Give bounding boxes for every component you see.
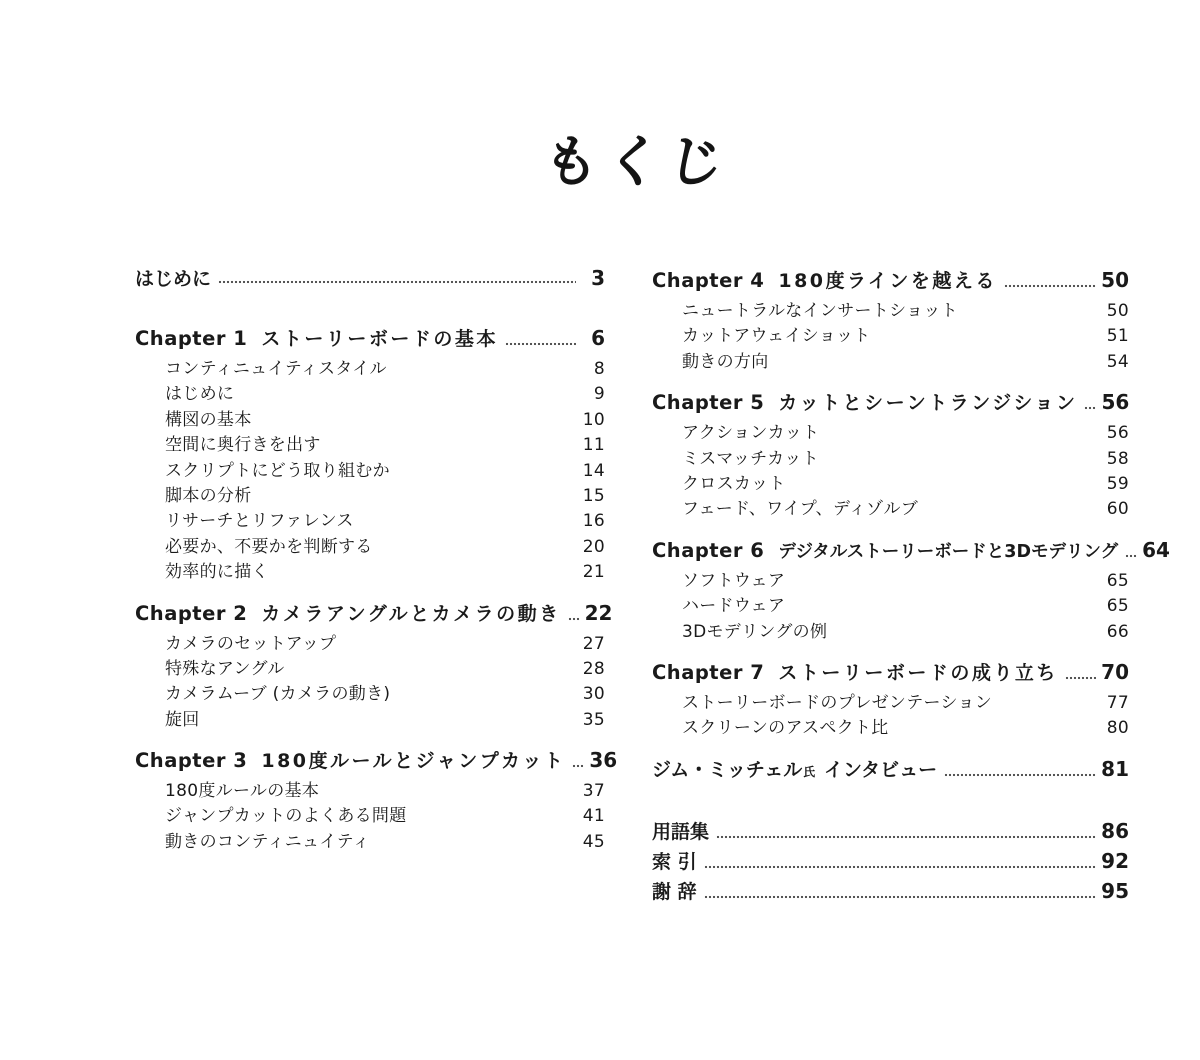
dot-leader	[704, 895, 1097, 899]
chapter-title-label: ストーリーボードの基本	[261, 328, 498, 350]
toc-page-number: 54	[1106, 351, 1129, 372]
toc-sub-entry	[652, 447, 1129, 472]
toc-sub-entry	[135, 682, 605, 707]
toc-page-number: 65	[1106, 570, 1129, 591]
toc-sub-entry	[135, 484, 605, 509]
toc-sub-entry	[135, 657, 605, 682]
toc-sub-entry-label: ミスマッチカット	[682, 448, 819, 469]
toc-sub-entry-label: ストーリーボードのプレゼンテーション	[682, 692, 993, 713]
interview-entry-label	[652, 755, 937, 787]
toc-sub-entry-label: カメラのセットアップ	[165, 633, 337, 654]
toc-page-number: 70	[1101, 659, 1129, 684]
toc-sub-entry-label: 動きのコンティニュイティ	[165, 831, 370, 852]
toc-page-number: 56	[1106, 423, 1129, 444]
interview-name: ジム・ミッチェル	[652, 758, 803, 781]
toc-sub-entry-label: 構図の基本	[165, 409, 252, 430]
toc-sub-entry	[135, 382, 605, 407]
toc-page-number: 51	[1106, 326, 1129, 347]
toc-sub-entry-label: 効率的に描く	[165, 562, 269, 583]
toc-sub-entry	[135, 830, 605, 855]
dot-leader	[1065, 676, 1096, 680]
toc-entry-label: 用語集	[652, 820, 710, 843]
toc-page-number: 50	[1101, 268, 1129, 292]
interview-honorific: 氏	[803, 764, 816, 779]
page-title: もくじ	[538, 130, 734, 195]
toc-page-number: 37	[582, 781, 605, 802]
dot-leader	[505, 342, 576, 346]
toc-sub-entry	[135, 408, 605, 433]
toc-sub-entry	[135, 632, 605, 657]
toc-sub-entry	[135, 779, 605, 804]
chapter-section	[135, 323, 605, 586]
toc-sub-entry-label: ソフトウェア	[682, 570, 786, 591]
toc-page-number: 14	[582, 460, 605, 481]
chapter-prefix-label: Chapter 3	[135, 749, 248, 773]
toc-sub-entry-label: スクリーンのアスペクト比	[682, 718, 889, 739]
toc-entry-label: 謝 辞	[652, 880, 697, 903]
toc-page-number: 60	[1106, 499, 1129, 520]
toc-sub-entry	[652, 691, 1129, 716]
interview-entry	[652, 754, 1129, 784]
chapter-title-label: 180度ラインを越える	[778, 270, 997, 292]
dot-leader	[704, 865, 1097, 869]
chapter-prefix-label: Chapter 6	[652, 538, 765, 562]
toc-sub-entry	[135, 708, 605, 733]
dot-leader	[218, 280, 576, 284]
toc-sub-entry	[652, 299, 1129, 324]
toc-page-number: 27	[582, 633, 605, 654]
toc-page-number: 35	[582, 709, 605, 730]
toc-entry	[652, 846, 1129, 876]
chapter-section	[652, 387, 1129, 523]
toc-page-number: 92	[1101, 848, 1129, 873]
dot-leader	[1084, 406, 1096, 410]
toc-page-number: 15	[582, 485, 605, 506]
toc-sub-entry	[135, 509, 605, 534]
chapter-section	[652, 265, 1129, 375]
toc-sub-entry	[652, 350, 1129, 375]
toc-right-column	[652, 265, 1170, 906]
toc-sub-entry-label: クロスカット	[682, 473, 786, 494]
toc-page-number: 65	[1106, 596, 1129, 617]
chapter-heading	[135, 323, 605, 353]
toc-left-column	[135, 265, 618, 867]
toc-page-number: 66	[1106, 621, 1129, 642]
dot-leader	[1004, 284, 1096, 288]
toc-sub-entry	[652, 497, 1129, 522]
toc-page-number: 6	[591, 326, 605, 350]
toc-sub-entry-label: フェード、ワイプ、ディゾルブ	[682, 499, 919, 520]
dot-leader	[568, 617, 580, 621]
toc-page-number: 28	[582, 658, 605, 679]
toc-sub-entry-label: ハードウェア	[682, 596, 786, 617]
chapter-prefix-label: Chapter 4	[652, 269, 765, 292]
chapter-prefix-label: Chapter 1	[135, 327, 248, 350]
toc-sub-entry-label: 必要か、不要かを判断する	[165, 536, 373, 557]
toc-page-number: 3	[591, 266, 605, 290]
toc-page-number: 86	[1101, 818, 1129, 843]
toc-page-number: 16	[582, 511, 605, 532]
chapter-heading	[135, 745, 618, 775]
toc-page-number: 9	[593, 384, 605, 405]
chapter-prefix-label: Chapter 2	[135, 601, 248, 625]
toc-entry	[652, 876, 1129, 906]
toc-sub-entry-label: 3Dモデリングの例	[682, 621, 828, 642]
toc-sub-entry	[135, 535, 605, 560]
chapter-prefix-label: Chapter 5	[652, 391, 765, 415]
chapter-title-label: デジタルストーリーボードと3Dモデリング	[778, 541, 1119, 562]
toc-page-number: 10	[582, 409, 605, 430]
toc-sub-entry	[135, 357, 605, 382]
toc-sub-entry	[652, 569, 1129, 594]
toc-page-number: 20	[582, 536, 605, 557]
chapter-section	[135, 598, 613, 734]
toc-sub-entry	[652, 421, 1129, 446]
toc-page-number: 56	[1101, 390, 1130, 415]
chapter-heading	[652, 265, 1129, 295]
toc-page-number: 36	[589, 748, 618, 773]
toc-sub-entry	[135, 433, 605, 458]
toc-sub-entry-label: 動きの方向	[682, 351, 769, 372]
chapter-section	[135, 745, 618, 855]
chapter-prefix-label: Chapter 7	[652, 660, 765, 684]
chapter-heading	[652, 387, 1129, 417]
toc-sub-entry-label: はじめに	[165, 384, 235, 405]
toc-sub-entry-label: 空間に奥行きを出す	[165, 435, 321, 456]
chapter-title-label: カメラアングルとカメラの動き	[261, 602, 561, 625]
toc-page-number: 41	[582, 806, 605, 827]
toc-page-number: 30	[582, 684, 605, 705]
toc-page-number: 22	[584, 600, 613, 625]
toc-sub-entry-label: アクションカット	[682, 423, 820, 444]
toc-entry	[652, 816, 1129, 846]
toc-sub-entry-label: 脚本の分析	[165, 485, 252, 506]
toc-sub-entry-label: 特殊なアングル	[165, 658, 285, 679]
chapter-title-label: 180度ルールとジャンプカット	[261, 750, 566, 773]
toc-page-number: 21	[582, 562, 605, 583]
toc-page-number: 81	[1101, 756, 1129, 781]
chapter-section	[652, 535, 1170, 645]
toc-sub-entry-label: ニュートラルなインサートショット	[682, 301, 958, 321]
toc-sub-entry-label: ジャンプカットのよくある問題	[165, 806, 407, 827]
toc-page-number: 50	[1106, 301, 1129, 321]
toc-page-number: 95	[1101, 878, 1129, 903]
dot-leader	[572, 764, 584, 768]
toc-entry	[135, 265, 605, 291]
toc-page-number: 80	[1106, 718, 1129, 739]
chapter-section	[652, 657, 1129, 742]
toc-page-number: 64	[1142, 537, 1170, 562]
toc-sub-entry	[135, 459, 605, 484]
chapter-title-label: カットとシーントランジション	[778, 392, 1078, 415]
toc-sub-entry-label: コンティニュイティスタイル	[165, 359, 387, 379]
toc-entry-label: はじめに	[135, 268, 212, 290]
dot-leader	[716, 835, 1096, 839]
toc-sub-entry	[652, 594, 1129, 619]
dot-leader	[1125, 554, 1137, 558]
chapter-heading	[652, 535, 1170, 565]
toc-sub-entry	[135, 804, 605, 829]
dot-leader	[944, 773, 1096, 777]
toc-sub-entry	[652, 472, 1129, 497]
chapter-heading	[135, 598, 613, 628]
toc-page-number: 77	[1106, 692, 1129, 713]
toc-page-number: 8	[593, 359, 605, 379]
toc-sub-entry-label: 180度ルールの基本	[165, 781, 320, 802]
toc-entry-label: 索 引	[652, 850, 697, 873]
toc-sub-entry	[652, 324, 1129, 349]
toc-page-number: 11	[582, 435, 605, 456]
toc-page-number: 59	[1106, 473, 1129, 494]
toc-sub-entry-label: スクリプトにどう取り組むか	[165, 460, 390, 481]
toc-sub-entry	[652, 620, 1129, 645]
toc-sub-entry-label: カットアウェイショット	[682, 326, 871, 347]
toc-sub-entry-label: カメラムーブ (カメラの動き)	[165, 684, 391, 705]
chapter-title-label: ストーリーボードの成り立ち	[778, 661, 1058, 684]
toc-sub-entry-label: リサーチとリファレンス	[165, 511, 354, 532]
toc-sub-entry	[652, 716, 1129, 741]
toc-page-number: 45	[582, 831, 605, 852]
toc-page-number: 58	[1106, 448, 1129, 469]
toc-sub-entry-label: 旋回	[165, 709, 200, 730]
interview-word: インタビュー	[823, 758, 938, 781]
chapter-heading	[652, 657, 1129, 687]
toc-sub-entry	[135, 560, 605, 585]
